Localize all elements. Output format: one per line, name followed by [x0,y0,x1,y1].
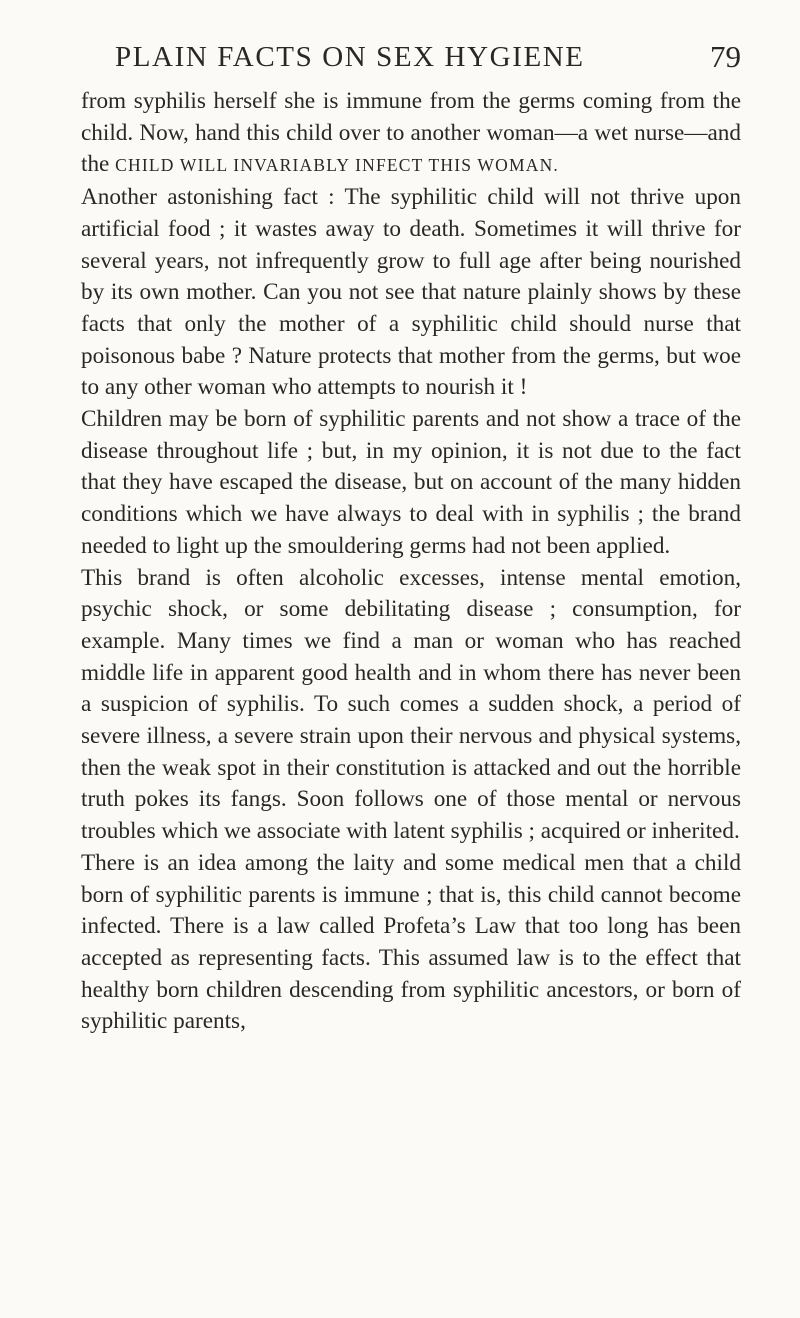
running-head [81,28,741,86]
paragraph-4: This brand is often alcoholic excesses, intense mental emotion, psychic shock, or some debilitating disease ; consumption, for example. Many times we find a man or woman who has reached middle life in apparent good health and in whom there has never been a suspicion of syphilis. To such comes a sudden shock, a period of severe illness, a severe strain upon their nervous and physical systems, then the weak spot in their constitution is attacked and out the horrible truth pokes its fangs. Soon follows one of those mental or nervous troubles which we associate with latent syphilis ; acquired or inherited. [81,564,741,845]
page-number: 79 [710,39,741,74]
body-text [81,86,741,1038]
running-title: PLAIN FACTS ON SEX HYGIENE [115,41,585,73]
paragraph-1-smallcaps: CHILD WILL INVARIABLY INFECT THIS WOMAN. [115,155,560,176]
book-page [81,28,741,1038]
paragraph-2: Another astonishing fact : The syphilitic child will not thrive upon artificial food ; it wastes away to death. Sometimes it will thrive for several years, not infrequently grow to full age after being nourished by its own mother. Can you not see that nature plainly shows by these facts that only the mother of a syphilitic child should nurse that poisonous babe ? Nature protects that mother from the germs, but woe to any other woman who attempts to nourish it ! [81,184,741,401]
paragraph-1-lead: from syphilis herself she is immune from the germs coming from the child. Now, hand this child over to another woman—a wet nurse—and the [81,88,741,178]
paragraph-5: There is an idea among the laity and some medical men that a child born of syphilitic parents is immune ; that is, this child cannot become infected. There is a law called Profeta’s Law that too long has been accepted as representing facts. This assumed law is to the effect that healthy born children descending from syphilitic ancestors, or born of syphilitic parents, [81,849,741,1035]
paragraph-3: Children may be born of syphilitic parents and not show a trace of the disease throughout life ; but, in my opinion, it is not due to the fact that they have escaped the disease, but on account of the many hidden conditions which we have always to deal with in syphilis ; the brand needed to light up the smouldering germs had not been applied. [81,406,741,559]
paragraph-1 [81,86,741,182]
